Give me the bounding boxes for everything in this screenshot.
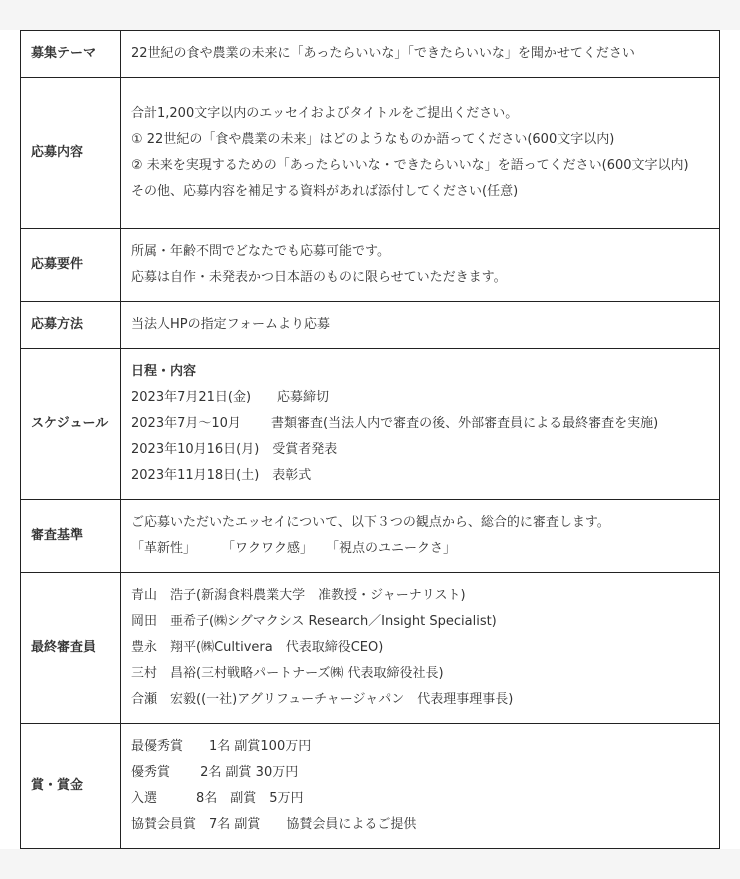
table-row-criteria [21, 500, 720, 573]
table-row-submission [21, 78, 720, 229]
row-label: 応募要件 [21, 229, 121, 302]
row-content [121, 724, 720, 849]
schedule-line: 2023年7月21日(金) 応募締切 [131, 390, 330, 405]
judge-entry: 岡田 亜希子(㈱シグマクシス Research／Insight Specialist) [131, 614, 497, 629]
prize-entry: 協賛会員賞 7名 副賞 協賛会員によるご提供 [131, 817, 417, 832]
row-label: 審査基準 [21, 500, 121, 573]
content-area [0, 30, 740, 849]
row-content [121, 573, 720, 724]
row-label: 募集テーマ [21, 31, 121, 78]
table-row-schedule [21, 349, 720, 500]
content-line: ② 未来を実現するための「あったらいいな・できたらいいな」を語ってください(600文字以内) [131, 158, 689, 173]
schedule-line: 2023年10月16日(月) 受賞者発表 [131, 442, 338, 457]
row-label: スケジュール [21, 349, 121, 500]
theme-text: 22世紀の食や農業の未来に「あったらいいな」「できたらいいな」を聞かせてください [131, 46, 635, 61]
table-row-prizes [21, 724, 720, 849]
judge-entry: 合瀬 宏毅((一社)アグリフューチャージャパン 代表理事理事長) [131, 692, 514, 707]
content-line: ご応募いただいたエッセイについて、以下３つの観点から、総合的に審査します。 [131, 515, 610, 530]
content-line: ① 22世紀の「食や農業の未来」はどのようなものか語ってください(600文字以内) [131, 132, 615, 147]
content-line: 所属・年齢不問でどなたでも応募可能です。 [131, 244, 390, 259]
row-content [121, 500, 720, 573]
judge-entry: 豊永 翔平(㈱Cultivera 代表取締役CEO) [131, 640, 384, 655]
row-label: 賞・賞金 [21, 724, 121, 849]
row-content [121, 78, 720, 229]
content-line: 当法人HPの指定フォームより応募 [131, 317, 330, 332]
row-content [121, 229, 720, 302]
content-line: 応募は自作・未発表かつ日本語のものに限らせていただきます。 [131, 270, 507, 285]
row-label: 応募内容 [21, 78, 121, 229]
prize-entry: 優秀賞 2名 副賞 30万円 [131, 765, 299, 780]
content-line: その他、応募内容を補足する資料があれば添付してください(任意) [131, 184, 519, 199]
prize-entry: 最優秀賞 1名 副賞100万円 [131, 739, 312, 754]
row-label: 最終審査員 [21, 573, 121, 724]
judge-entry: 三村 昌裕(三村戦略パートナーズ㈱ 代表取締役社長) [131, 666, 444, 681]
row-content [121, 302, 720, 349]
row-content [121, 349, 720, 500]
schedule-line: 2023年7月〜10月 書類審査(当法人内で審査の後、外部審査員による最終審査を実施) [131, 416, 659, 431]
content-line: 合計1,200文字以内のエッセイおよびタイトルをご提出ください。 [131, 106, 519, 121]
application-info-table [20, 30, 720, 849]
table-row-requirements [21, 229, 720, 302]
criteria-list: 「革新性」 「ワクワク感」 「視点のユニークさ」 [131, 541, 457, 556]
table-row-judges [21, 573, 720, 724]
schedule-line: 2023年11月18日(土) 表彰式 [131, 468, 312, 483]
row-label: 応募方法 [21, 302, 121, 349]
table-row-theme [21, 31, 720, 78]
judge-entry: 青山 浩子(新潟食料農業大学 准教授・ジャーナリスト) [131, 588, 466, 603]
row-content [121, 31, 720, 78]
schedule-heading: 日程・内容 [131, 364, 197, 379]
table-row-method [21, 302, 720, 349]
prize-entry: 入選 8名 副賞 5万円 [131, 791, 304, 806]
